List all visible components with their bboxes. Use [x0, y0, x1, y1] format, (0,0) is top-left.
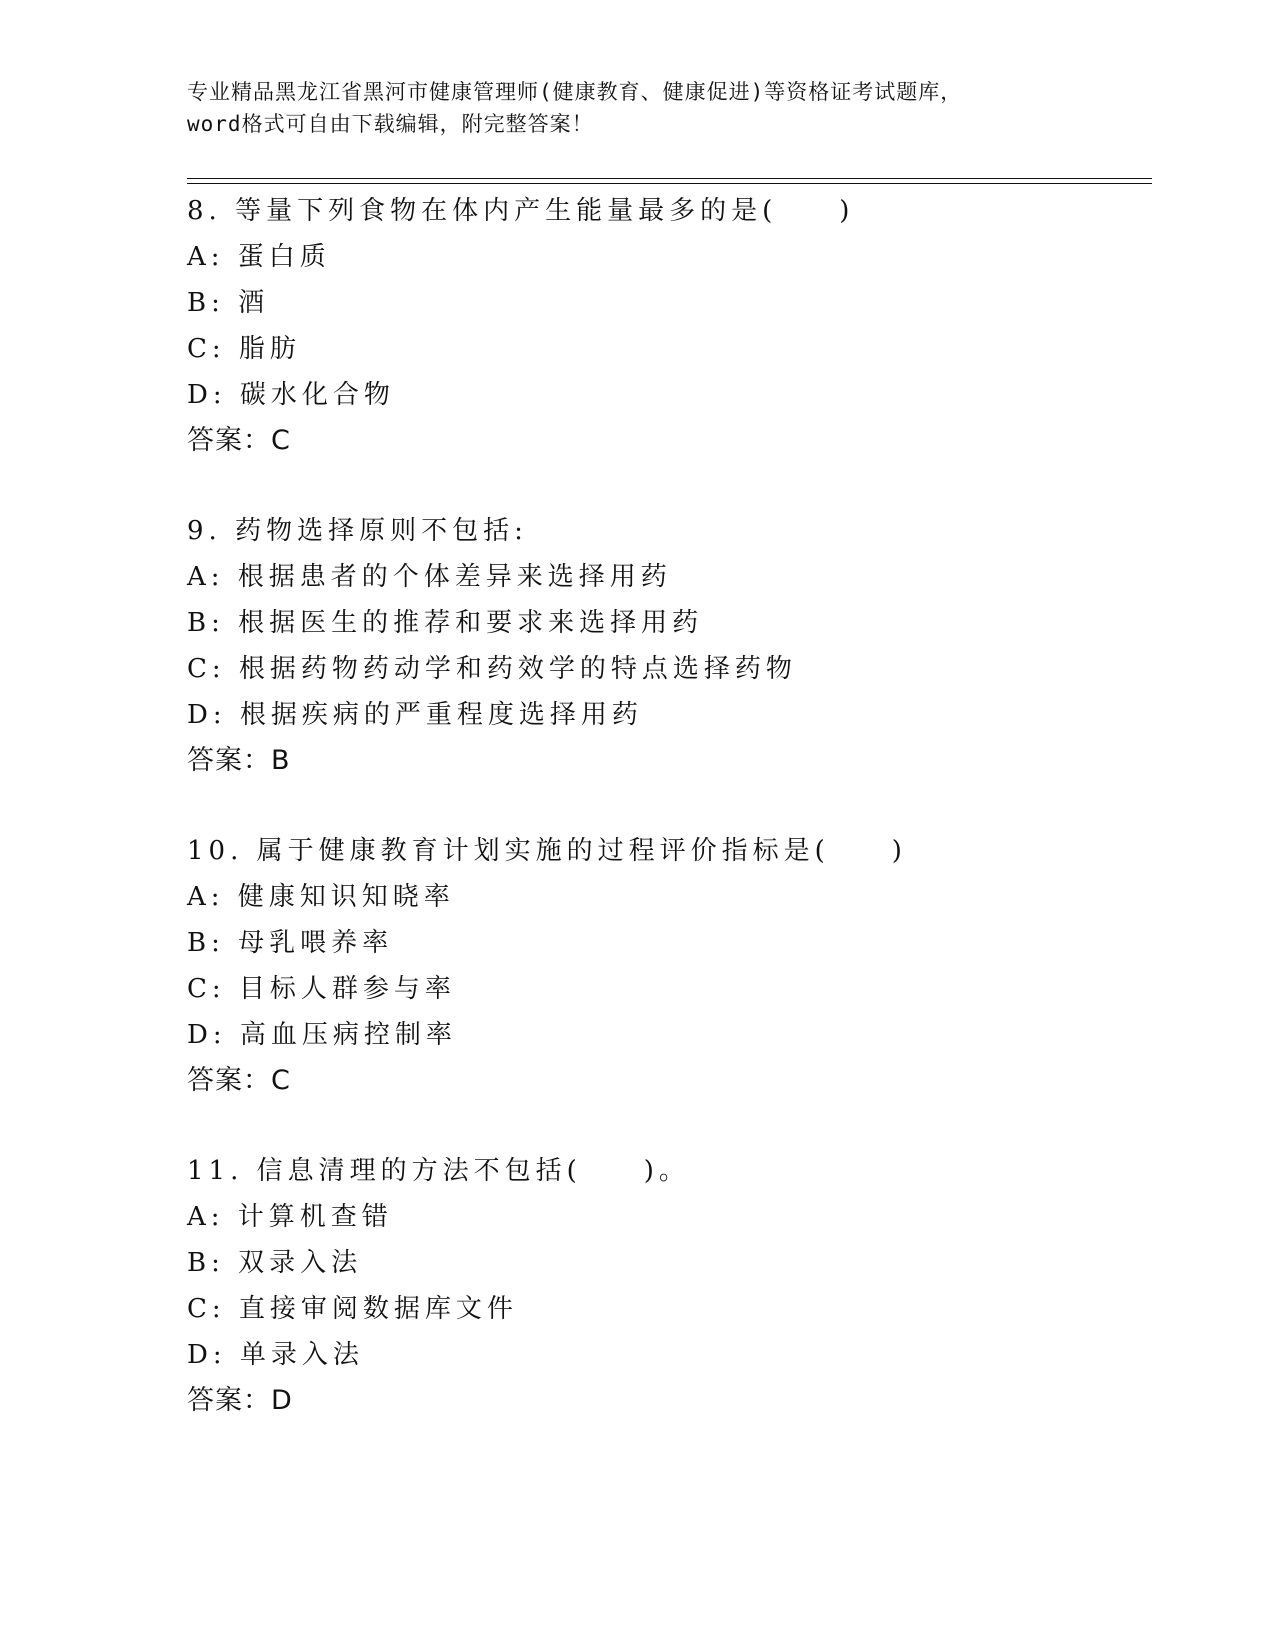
option-d: D: 碳水化合物	[187, 380, 395, 410]
question-9	[187, 508, 1147, 784]
option-c: C: 根据药物药动学和药效学的特点选择药物	[187, 654, 797, 684]
option-a: A: 健康知识知晓率	[187, 882, 455, 912]
option-d: D: 根据疾病的严重程度选择用药	[187, 700, 643, 730]
question-8	[187, 188, 1147, 464]
question-10	[187, 828, 1147, 1104]
header-divider-top	[187, 178, 1152, 179]
question-stem: 8. 等量下列食物在体内产生能量最多的是( )	[187, 196, 855, 226]
option-b: B: 母乳喂养率	[187, 928, 394, 958]
answer: 答案：C	[187, 425, 291, 456]
option-c: C: 目标人群参与率	[187, 974, 456, 1004]
header-divider-bottom	[187, 183, 1152, 184]
question-11	[187, 1148, 1147, 1424]
answer: 答案：C	[187, 1065, 291, 1096]
question-stem: 10. 属于健康教育计划实施的过程评价指标是( )	[187, 836, 907, 866]
option-d: D: 单录入法	[187, 1340, 364, 1370]
option-d: D: 高血压病控制率	[187, 1020, 457, 1050]
document-header	[187, 76, 1087, 140]
option-b: B: 根据医生的推荐和要求来选择用药	[187, 608, 704, 638]
option-a: A: 计算机查错	[187, 1202, 393, 1232]
option-b: B: 酒	[187, 288, 270, 318]
answer: 答案：D	[187, 1385, 293, 1416]
header-line-2: word格式可自由下载编辑，附完整答案！	[187, 112, 594, 136]
option-c: C: 直接审阅数据库文件	[187, 1294, 518, 1324]
question-stem: 9. 药物选择原则不包括:	[187, 516, 528, 546]
header-line-1: 专业精品黑龙江省黑河市健康管理师(健康教育、健康促进)等资格证考试题库，	[187, 80, 963, 104]
option-a: A: 根据患者的个体差异来选择用药	[187, 562, 672, 592]
question-stem: 11. 信息清理的方法不包括( )。	[187, 1156, 690, 1186]
answer: 答案：B	[187, 745, 291, 776]
option-c: C: 脂肪	[187, 334, 301, 364]
option-b: B: 双录入法	[187, 1248, 363, 1278]
option-a: A: 蛋白质	[187, 242, 331, 272]
